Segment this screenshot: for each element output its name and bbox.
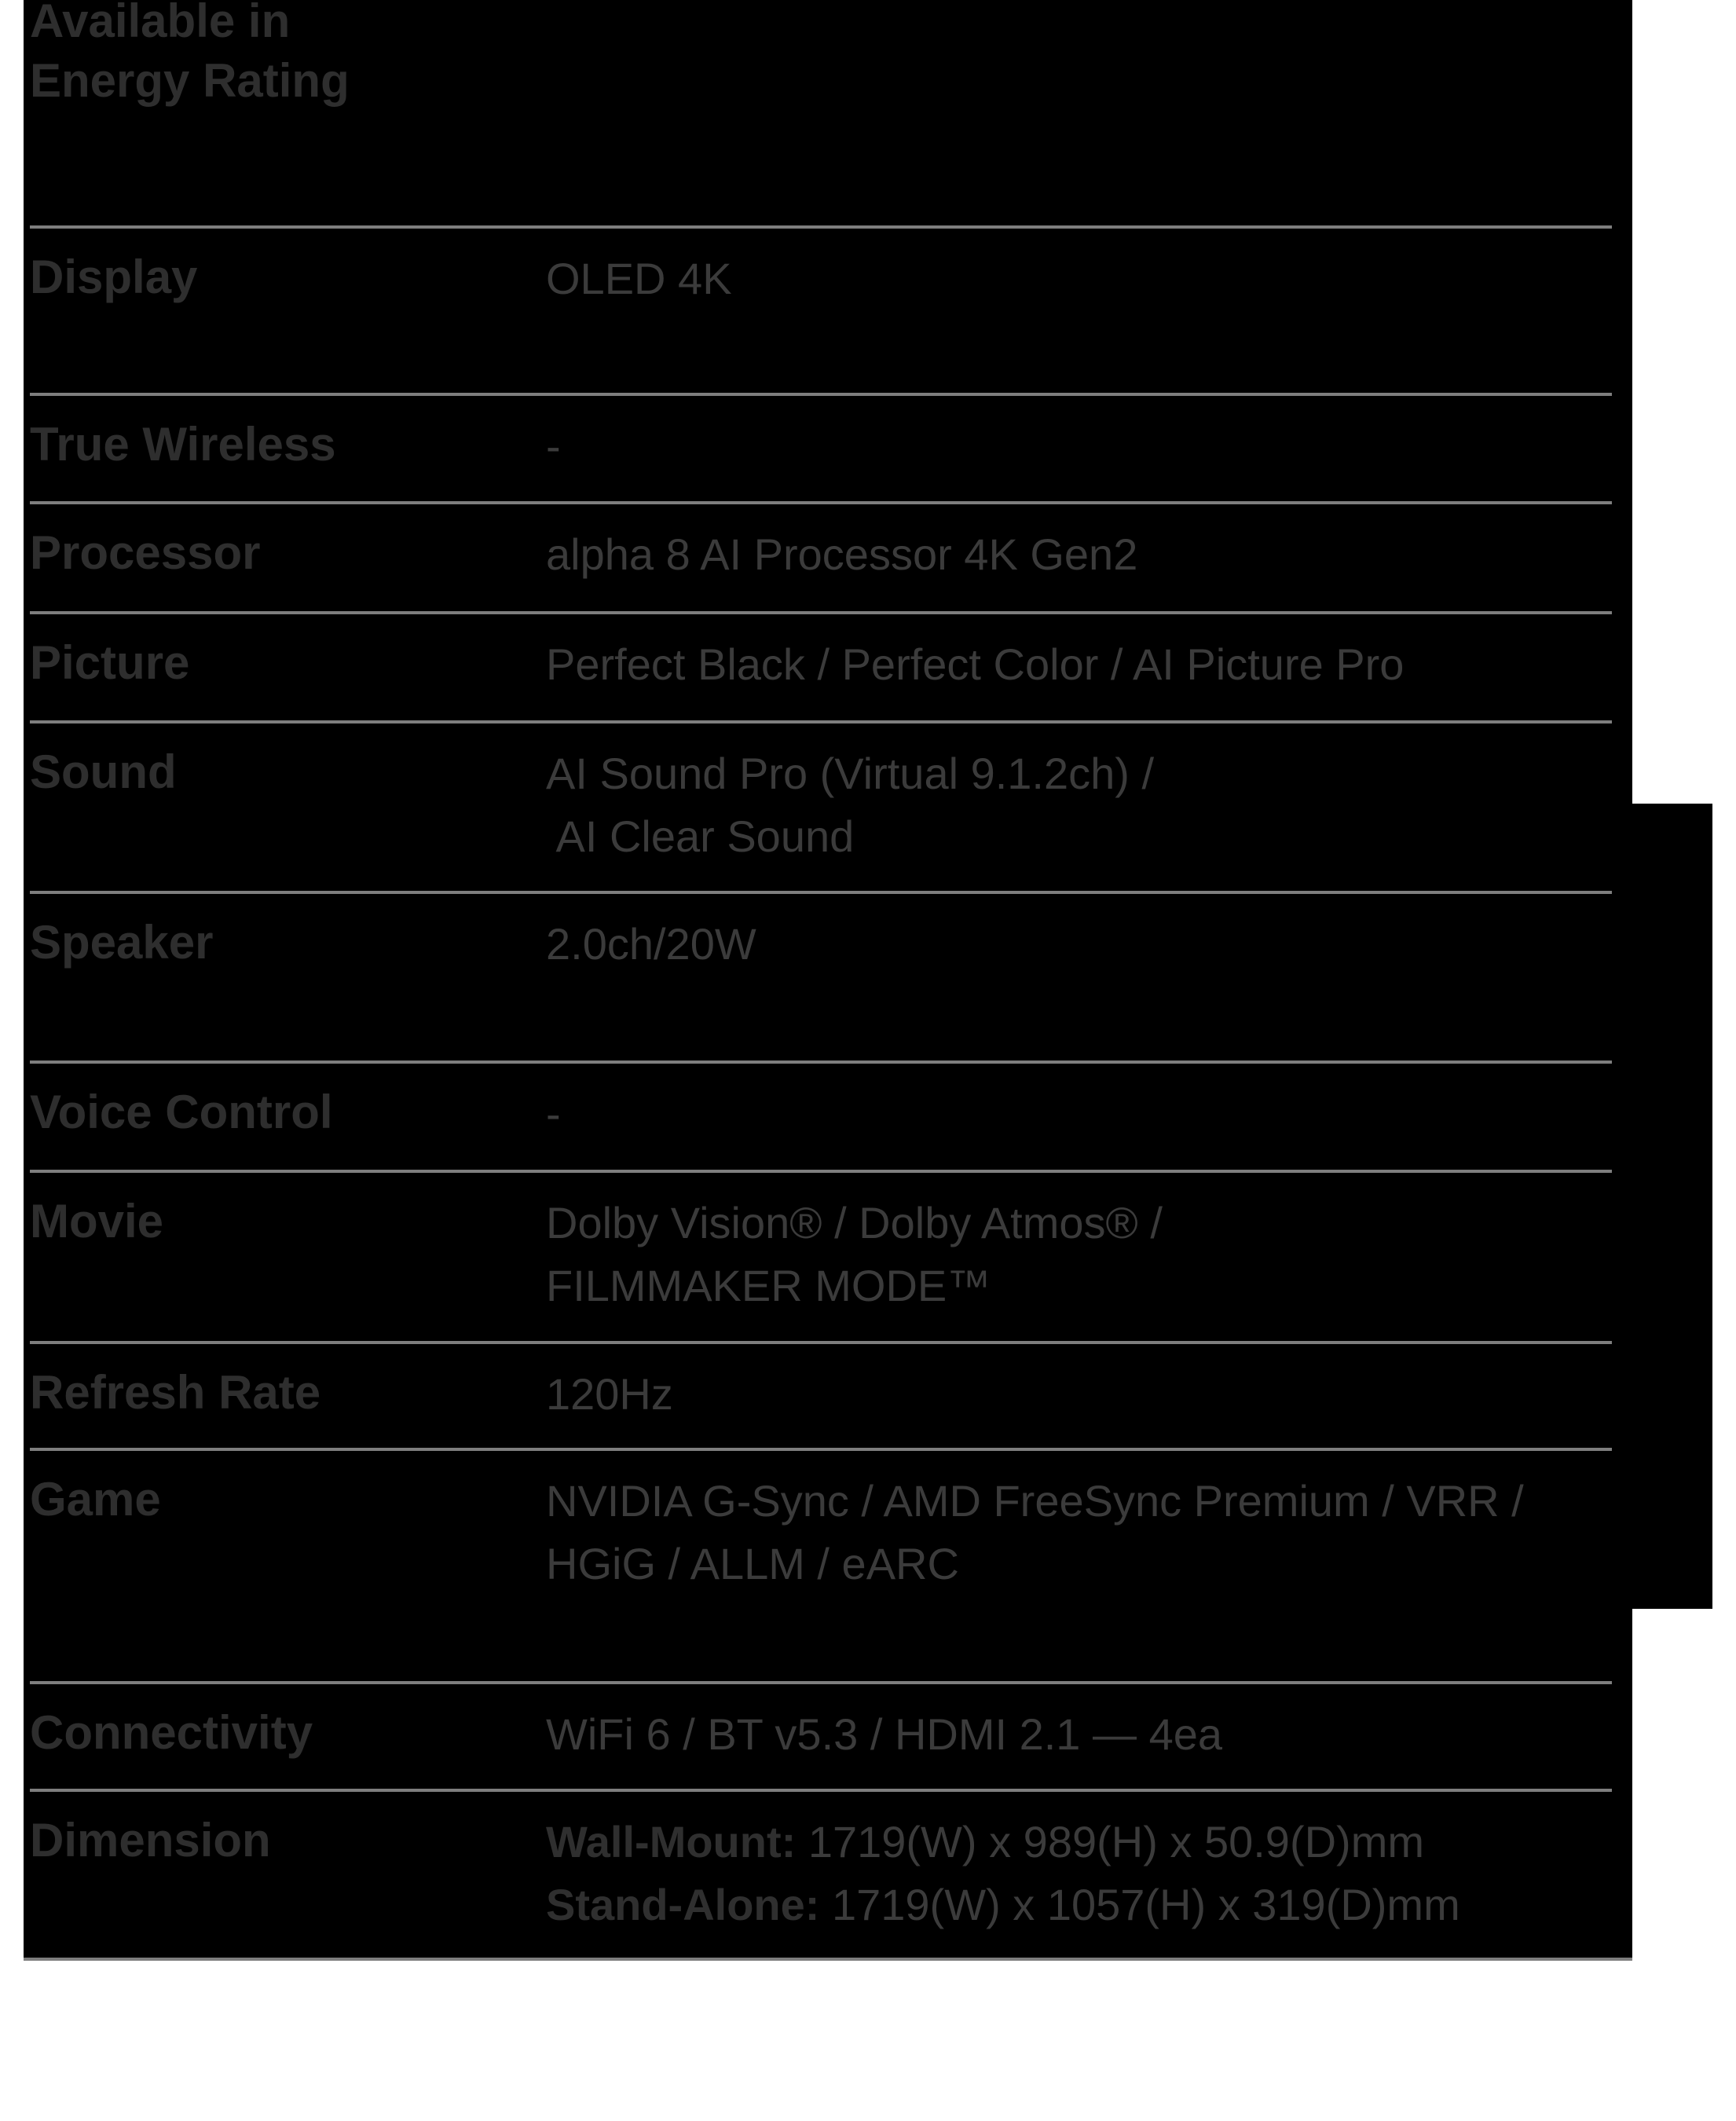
header-line-2: Energy Rating [30, 54, 350, 107]
spec-row-processor [24, 501, 1632, 611]
spec-value: 2.0ch/20W [546, 919, 756, 969]
spec-value: AI Sound Pro (Virtual 9.1.2ch) / AI Clear Sound [546, 749, 1155, 861]
dimension-wall-mount-value: 1719(W) x 989(H) x 50.9(D)mm [796, 1817, 1424, 1866]
spec-label: Display [30, 251, 198, 303]
spec-row-connectivity [24, 1681, 1632, 1789]
dimension-wall-mount-label: Wall-Mount: [546, 1817, 797, 1866]
spec-row-true-wireless [24, 393, 1632, 501]
spec-table-header [24, 0, 1632, 225]
spec-value: Perfect Black / Perfect Color / AI Picture Pro [546, 639, 1405, 689]
spec-label: Picture [30, 636, 190, 689]
spec-label: True Wireless [30, 418, 336, 471]
spec-label: Speaker [30, 916, 214, 969]
dimension-stand-alone-label: Stand-Alone: [546, 1880, 820, 1929]
spec-row-voice-control [24, 1060, 1632, 1170]
spec-label: Movie [30, 1195, 164, 1247]
spec-row-picture [24, 611, 1632, 720]
spec-row-game [24, 1448, 1632, 1681]
spec-value: - [546, 1089, 561, 1138]
spec-label: Game [30, 1473, 161, 1526]
spec-label: Connectivity [30, 1706, 313, 1759]
spec-label: Dimension [30, 1814, 271, 1866]
spec-row-movie [24, 1170, 1632, 1341]
spec-row-sound [24, 720, 1632, 891]
spec-row-dimension [24, 1789, 1632, 1961]
spec-label: Sound [30, 745, 177, 798]
header-line-1: Available in [30, 0, 291, 47]
spec-value: alpha 8 AI Processor 4K Gen2 [546, 529, 1138, 579]
spec-label: Refresh Rate [30, 1366, 321, 1419]
spec-table-panel [24, 0, 1632, 1961]
spec-row-speaker [24, 891, 1632, 1060]
spec-label: Processor [30, 526, 261, 579]
spec-value: NVIDIA G-Sync / AMD FreeSync Premium / VRR / HGiG / ALLM / eARC [546, 1476, 1524, 1588]
spec-value [546, 1811, 1460, 1936]
spec-row-display [24, 225, 1632, 393]
spec-value: WiFi 6 / BT v5.3 / HDMI 2.1 — 4ea [546, 1709, 1222, 1759]
spec-row-refresh-rate [24, 1341, 1632, 1448]
dimension-stand-alone-value: 1719(W) x 1057(H) x 319(D)mm [819, 1880, 1460, 1929]
spec-value: Dolby Vision® / Dolby Atmos® / FILMMAKER MODE™ [546, 1198, 1163, 1310]
spec-value: 120Hz [546, 1369, 673, 1419]
spec-value: - [546, 421, 561, 471]
spec-value: OLED 4K [546, 254, 732, 303]
right-accent-rectangle [1632, 804, 1712, 1609]
spec-label: Voice Control [30, 1086, 333, 1138]
